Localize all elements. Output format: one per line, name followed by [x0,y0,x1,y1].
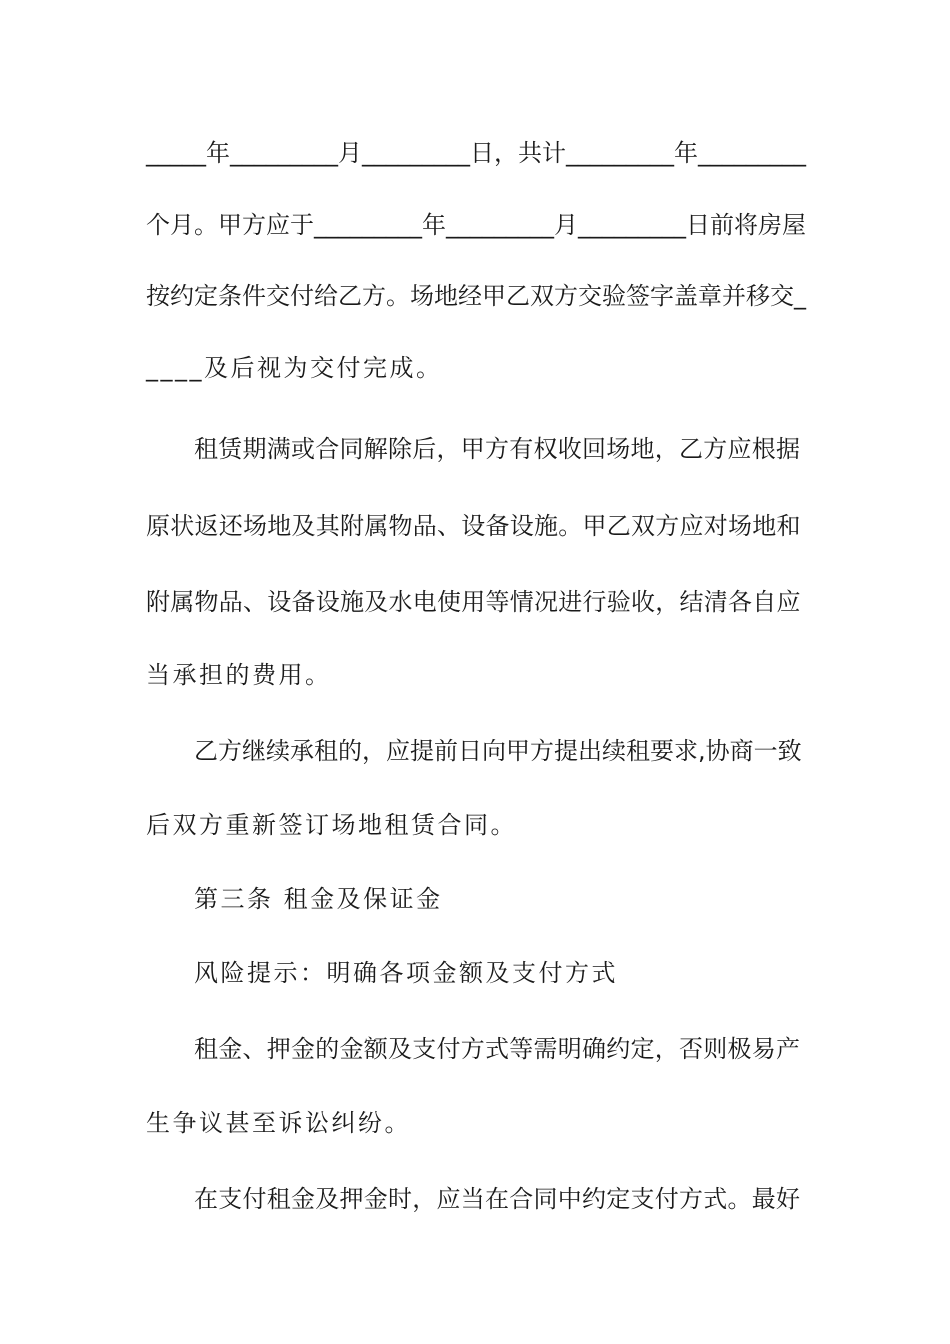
text-line-inspection: 附属物品、设备设施及水电使用等情况进行验收，结清各自应 [146,588,801,616]
text-line-renewal: 乙方继续承租的，应提前日向甲方提出续租要求,协商一致 [194,737,802,765]
text-line-renewal-contract: 后双方重新签订场地租赁合同。 [146,811,517,839]
text-line-rent-deposit: 租金、押金的金额及支付方式等需明确约定，否则极易产 [194,1035,801,1063]
text-line-payment-method: 在支付租金及押金时，应当在合同中约定支付方式。最好 [194,1185,801,1213]
text-line-delivery-conditions: 按约定条件交付给乙方。场地经甲乙双方交验签字盖章并移交_ [146,282,806,310]
text-line-return-premises: 原状返还场地及其附属物品、设备设施。甲乙双方应对场地和 [146,512,801,540]
text-line-disputes: 生争议甚至诉讼纠纷。 [146,1109,411,1137]
text-line-costs: 当承担的费用。 [146,661,332,689]
section-heading-article-3: 第三条 租金及保证金 [194,885,443,913]
text-line-lease-expiry: 租赁期满或合同解除后，甲方有权收回场地，乙方应根据 [194,435,801,463]
text-line-delivery-date: 个月。甲方应于_________年_________月_________日前将房屋 [146,211,806,239]
risk-warning: 风险提示：明确各项金额及支付方式 [194,959,618,987]
text-line-delivery-complete: ____及后视为交付完成。 [146,354,443,382]
text-line-lease-dates: _____年_________月_________日，共计_________年_________ [146,139,806,167]
